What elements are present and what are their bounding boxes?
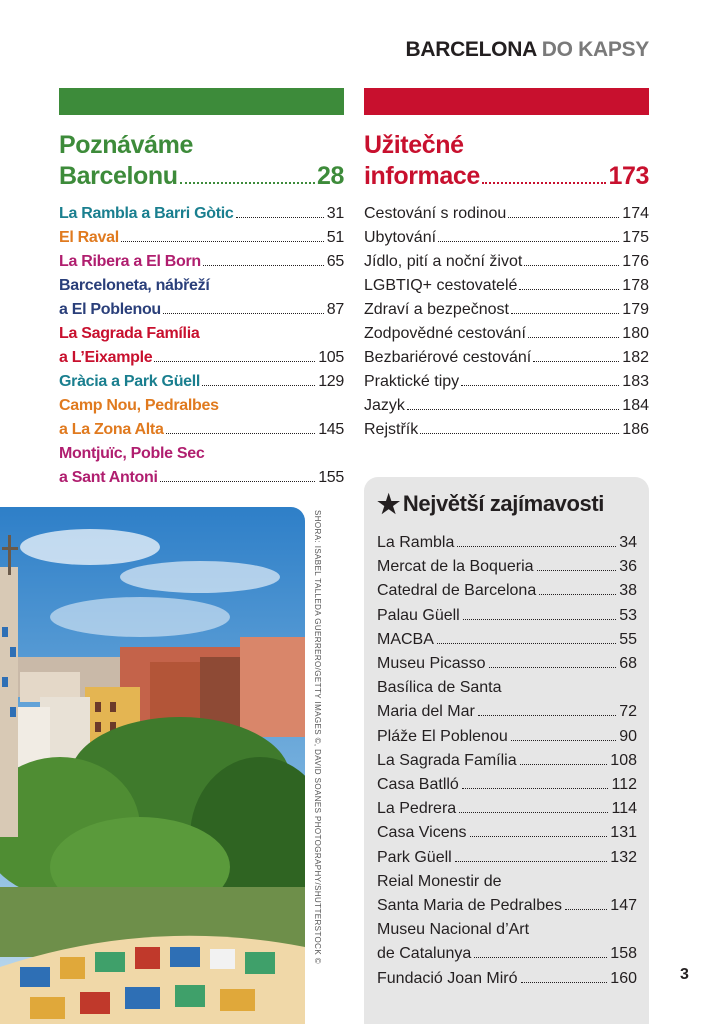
explore-entry-label: La Ribera a El Born <box>59 253 201 270</box>
highlight-item-page: 55 <box>619 630 637 648</box>
explore-entry[interactable] <box>59 274 344 322</box>
highlight-item-label: Reial Monestir de <box>377 872 502 890</box>
highlight-item-label: La Pedrera <box>377 800 457 818</box>
explore-entry-label: a L’Eixample <box>59 349 153 366</box>
info-entries-list <box>364 202 649 442</box>
dot-leader <box>463 619 616 620</box>
photo-credit <box>310 510 324 970</box>
info-entry-label: Rejstřík <box>364 421 419 438</box>
dot-leader <box>533 361 619 362</box>
highlight-item[interactable] <box>377 797 637 821</box>
page-number: 3 <box>680 966 689 983</box>
info-entry-label: Zodpovědné cestování <box>364 325 526 342</box>
star-icon: ★ <box>377 489 400 519</box>
dot-leader <box>160 481 316 482</box>
dot-leader <box>537 570 617 571</box>
highlight-item-label: Mercat de la Boqueria <box>377 558 534 576</box>
dot-leader <box>511 313 619 314</box>
highlight-item-label: La Sagrada Família <box>377 751 517 769</box>
info-entry[interactable] <box>364 322 649 346</box>
info-entry-label: Jazyk <box>364 397 405 414</box>
info-entry-page: 176 <box>622 253 649 270</box>
dot-leader <box>521 982 608 983</box>
info-section <box>364 130 649 442</box>
dot-leader <box>461 385 619 386</box>
highlight-item-label: Santa Maria de Pedralbes <box>377 897 562 915</box>
highlight-item-page: 131 <box>610 824 637 842</box>
explore-entry[interactable] <box>59 202 344 226</box>
explore-entry-page: 65 <box>326 253 344 270</box>
dot-leader <box>407 409 619 410</box>
explore-entries-list <box>59 202 344 490</box>
dot-leader <box>457 546 616 547</box>
highlight-item-label: Fundació Joan Miró <box>377 969 518 987</box>
info-entry-page: 178 <box>622 277 649 294</box>
photo-credit-text: SHORA: ISABEL TALLEDA GUERRERO/GETTY IMAGES ©, DAVID SOANES PHOTOGRAPHY/SHUTTERSTOCK © <box>313 510 322 964</box>
dot-leader <box>180 182 315 184</box>
explore-entry-page: 105 <box>318 349 344 366</box>
highlight-item[interactable] <box>377 846 637 870</box>
highlight-item-page: 147 <box>610 897 637 915</box>
highlight-item-page: 34 <box>619 534 637 551</box>
dot-leader <box>508 217 619 218</box>
explore-entry-label: a El Poblenou <box>59 301 161 318</box>
info-entry-page: 180 <box>622 325 649 342</box>
info-entry-page: 175 <box>622 229 649 246</box>
highlight-item-page: 38 <box>619 582 637 600</box>
header-title-part1: BARCELONA <box>405 38 537 61</box>
info-entry-label: Cestování s rodinou <box>364 205 507 222</box>
dot-leader <box>203 265 324 266</box>
info-entry-page: 182 <box>622 349 649 366</box>
park-guell-photo <box>0 507 305 1024</box>
dot-leader <box>121 241 324 242</box>
info-entry-label: Ubytování <box>364 229 437 246</box>
highlight-item-page: 108 <box>610 751 637 769</box>
highlight-item-label: Palau Güell <box>377 606 460 624</box>
dot-leader <box>470 836 608 837</box>
info-entry[interactable] <box>364 298 649 322</box>
dot-leader <box>459 812 608 813</box>
dot-leader <box>437 643 616 644</box>
info-entry[interactable] <box>364 202 649 226</box>
highlight-item-page: 53 <box>619 606 637 624</box>
highlight-item-page: 68 <box>619 655 637 673</box>
dot-leader <box>478 715 616 716</box>
highlights-title <box>377 491 637 517</box>
highlight-item[interactable] <box>377 918 637 966</box>
highlight-item[interactable] <box>377 579 637 603</box>
dot-leader <box>528 337 619 338</box>
dot-leader <box>519 289 619 290</box>
info-entry[interactable] <box>364 394 649 418</box>
info-entry-page: 183 <box>622 373 649 390</box>
info-entry[interactable] <box>364 250 649 274</box>
highlight-item-page: 112 <box>611 776 637 794</box>
highlight-item[interactable] <box>377 870 637 918</box>
explore-entry-page: 87 <box>326 301 344 318</box>
explore-entry-label: a Sant Antoni <box>59 469 158 486</box>
info-entry[interactable] <box>364 370 649 394</box>
highlights-list <box>377 531 637 991</box>
dot-leader <box>166 433 316 434</box>
highlight-item-page: 158 <box>610 945 637 963</box>
explore-title-page: 28 <box>316 162 344 190</box>
highlight-item[interactable] <box>377 628 637 652</box>
highlight-item-label: La Rambla <box>377 534 455 551</box>
explore-entry[interactable] <box>59 322 344 370</box>
dot-leader <box>163 313 324 314</box>
dot-leader <box>489 667 617 668</box>
red-section-bar <box>364 88 649 115</box>
dot-leader <box>565 909 607 910</box>
dot-leader <box>482 182 607 184</box>
explore-entry[interactable] <box>59 442 344 490</box>
explore-entry-label: La Rambla a Barri Gòtic <box>59 205 234 222</box>
explore-entry-page: 155 <box>318 469 344 486</box>
explore-entry-page: 129 <box>318 373 344 390</box>
dot-leader <box>474 957 607 958</box>
info-entry[interactable] <box>364 346 649 370</box>
explore-entry-label: Camp Nou, Pedralbes <box>59 397 219 414</box>
highlight-item-page: 36 <box>619 558 637 576</box>
highlight-item-page: 90 <box>619 727 637 745</box>
explore-entry-label: La Sagrada Família <box>59 325 200 342</box>
green-section-bar <box>59 88 344 115</box>
highlight-item[interactable] <box>377 725 637 749</box>
info-title-line2: informace <box>364 162 480 190</box>
explore-entry[interactable] <box>59 370 344 394</box>
dot-leader <box>236 217 324 218</box>
dot-leader <box>420 433 619 434</box>
explore-entry-label: Montjuïc, Poble Sec <box>59 445 205 462</box>
info-entry[interactable] <box>364 226 649 250</box>
info-entry[interactable] <box>364 418 649 442</box>
book-title-header <box>405 38 649 62</box>
highlight-item-page: 160 <box>610 969 637 987</box>
info-entry-label: Bezbariérové cestování <box>364 349 532 366</box>
highlight-item[interactable] <box>377 967 637 991</box>
info-entry-label: Zdraví a bezpečnost <box>364 301 509 318</box>
dot-leader <box>438 241 619 242</box>
info-title-page: 173 <box>608 162 649 190</box>
header-title-part2: DO KAPSY <box>541 38 649 61</box>
highlight-item-label: Museu Nacional d’Art <box>377 921 530 939</box>
info-entry-page: 186 <box>622 421 649 438</box>
info-entry-page: 174 <box>622 205 649 222</box>
explore-entry-page: 31 <box>326 205 344 222</box>
dot-leader <box>539 594 616 595</box>
info-entry-label: LGBTIQ+ cestovatelé <box>364 277 518 294</box>
highlight-item[interactable] <box>377 773 637 797</box>
highlight-item[interactable] <box>377 531 637 555</box>
dot-leader <box>524 265 619 266</box>
highlight-item-label: Maria del Mar <box>377 703 475 721</box>
highlights-box <box>364 477 649 1024</box>
info-section-title[interactable] <box>364 130 649 192</box>
explore-entry-label: a La Zona Alta <box>59 421 164 438</box>
info-entry-label: Jídlo, pití a noční život <box>364 253 523 270</box>
highlight-item-label: Pláže El Poblenou <box>377 727 508 745</box>
dot-leader <box>455 861 608 862</box>
highlight-item-label: Catedral de Barcelona <box>377 582 537 600</box>
explore-entry-label: Gràcia a Park Güell <box>59 373 201 390</box>
highlight-item-label: Casa Vicens <box>377 824 467 842</box>
highlights-title-text: Největší zajímavosti <box>402 491 605 516</box>
info-entry-page: 184 <box>622 397 649 414</box>
dot-leader <box>511 740 616 741</box>
explore-title-line2: Barcelonu <box>59 162 178 190</box>
highlight-item-page: 72 <box>619 703 637 721</box>
explore-entry[interactable] <box>59 250 344 274</box>
explore-entry[interactable] <box>59 226 344 250</box>
highlight-item-label: MACBA <box>377 630 434 648</box>
dot-leader <box>154 361 315 362</box>
highlight-item-label: Museu Picasso <box>377 655 486 673</box>
explore-entry-label: El Raval <box>59 229 119 246</box>
highlight-item[interactable] <box>377 604 637 628</box>
explore-entry-page: 145 <box>318 421 344 438</box>
highlight-item[interactable] <box>377 749 637 773</box>
highlight-item[interactable] <box>377 676 637 724</box>
info-title-line1: Užitečné <box>364 131 464 159</box>
info-entry-page: 179 <box>622 301 649 318</box>
highlight-item-label: de Catalunya <box>377 945 472 963</box>
dot-leader <box>462 788 609 789</box>
explore-entry-page: 51 <box>326 229 344 246</box>
dot-leader <box>520 764 608 765</box>
explore-title-line1: Poznáváme <box>59 131 193 159</box>
highlight-item-label: Casa Batlló <box>377 776 459 794</box>
highlight-item[interactable] <box>377 555 637 579</box>
explore-entry-label: Barceloneta, nábřeží <box>59 277 210 294</box>
highlight-item-label: Park Güell <box>377 848 452 866</box>
explore-section-title[interactable] <box>59 130 344 192</box>
info-entry[interactable] <box>364 274 649 298</box>
highlight-item-page: 114 <box>611 800 637 818</box>
highlight-item[interactable] <box>377 821 637 845</box>
explore-entry[interactable] <box>59 394 344 442</box>
info-entry-label: Praktické tipy <box>364 373 460 390</box>
highlight-item-label: Basílica de Santa <box>377 679 502 697</box>
highlight-item-page: 132 <box>610 848 637 866</box>
explore-section <box>59 130 344 490</box>
dot-leader <box>202 385 315 386</box>
highlight-item[interactable] <box>377 652 637 676</box>
